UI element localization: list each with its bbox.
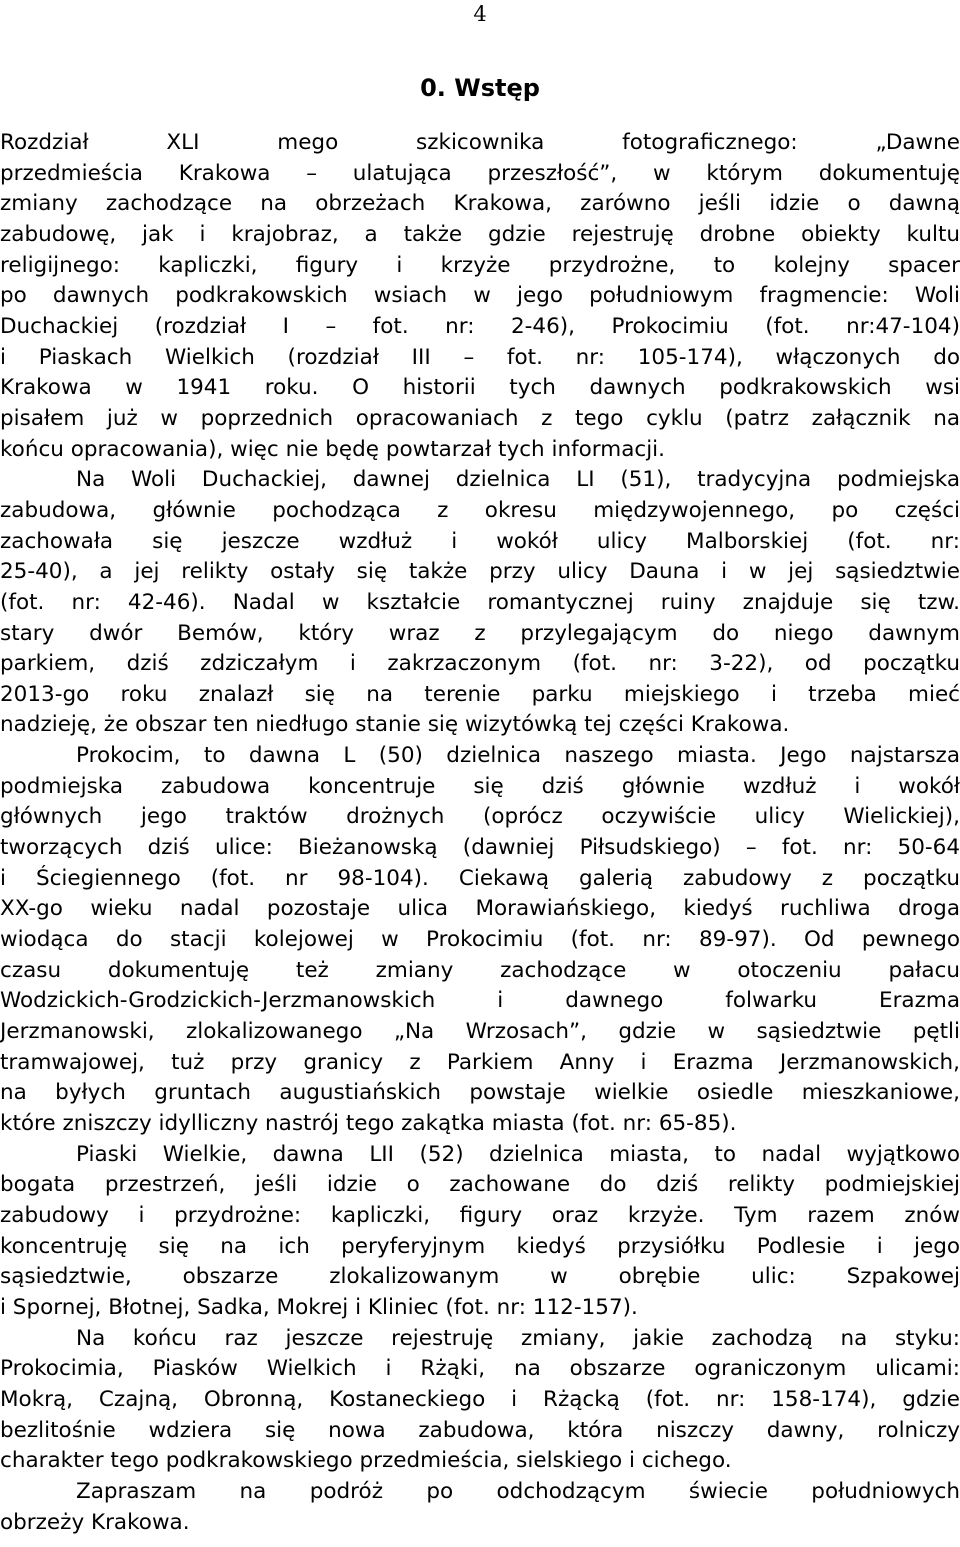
text-line: Mokrą, Czajną, Obronną, Kostaneckiego i Rżącką (fot. nr: 158-174), gdzie [0, 1386, 960, 1412]
text-line: zabudowa, głównie pochodząca z okresu międzywojennego, po części [0, 497, 960, 523]
text-line: Rozdział XLI mego szkicownika fotograficznego: „Dawne [0, 130, 960, 155]
page-number: 4 [473, 2, 487, 26]
text-line: na byłych gruntach augustiańskich powstaje wielkie osiedle mieszkaniowe, [0, 1080, 960, 1106]
text-line: Krakowa w 1941 roku. O historii tych dawnych podkrakowskich wsi [0, 375, 960, 401]
text-line: Jerzmanowski, zlokalizowanego „Na Wrzosach”, gdzie w sąsiedztwie pętli [0, 1019, 960, 1045]
text-line: bogata przestrzeń, jeśli idzie o zachowane do dziś relikty podmiejskiej [0, 1172, 960, 1198]
text-line: (fot. nr: 42-46). Nadal w kształcie romantycznej ruiny znajduje się tzw. [0, 589, 960, 615]
text-line: wiodąca do stacji kolejowej w Prokocimiu (fot. nr: 89-97). Od pewnego [0, 927, 960, 953]
text-line: głównych jego traktów drożnych (oprócz oczywiście ulicy Wielickiej), [0, 804, 960, 830]
text-line: sąsiedztwie, obszarze zlokalizowanym w obrębie ulic: Szpakowej [0, 1264, 960, 1290]
text-line: które zniszczy idylliczny nastrój tego zakątka miasta (fot. nr: 65-85). [0, 1111, 737, 1136]
text-line: religijnego: kapliczki, figury i krzyże przydrożne, to kolejny spacer [0, 252, 960, 278]
text-line: Wodzickich-Grodzickich-Jerzmanowskich i dawnego folwarku Erazma [0, 988, 960, 1014]
text-line: Duchackiej (rozdział I – fot. nr: 2-46), Prokocimiu (fot. nr:47-104) [0, 313, 960, 339]
page-title: 0. Wstęp [420, 74, 540, 102]
text-line: 25-40), a jej relikty ostały się także przy ulicy Dauna i w jej sąsiedztwie [0, 559, 960, 585]
text-line: Prokocim, to dawna L (50) dzielnica naszego miasta. Jego najstarsza [76, 743, 960, 769]
paragraph [0, 128, 960, 465]
text-line: 2013-go roku znalazł się na terenie parku miejskiego i trzeba mieć [0, 681, 960, 707]
text-line: Prokocimia, Piasków Wielkich i Rżąki, na obszarze ograniczonym ulicami: [0, 1356, 960, 1382]
text-line: Piaski Wielkie, dawna LII (52) dzielnica miasta, to nadal wyjątkowo [76, 1141, 960, 1167]
text-line: zmiany zachodzące na obrzeżach Krakowa, zarówno jeśli idzie o dawną [0, 191, 960, 217]
text-line: Na Woli Duchackiej, dawnej dzielnica LI (51), tradycyjna podmiejska [76, 467, 960, 493]
paragraph [0, 465, 960, 741]
text-line: Na końcu raz jeszcze rejestruję zmiany, jakie zachodzą na styku: [76, 1325, 960, 1351]
text-line: stary dwór Bemów, który wraz z przylegającym do niego dawnym [0, 620, 960, 646]
text-line: pisałem już w poprzednich opracowaniach z tego cyklu (patrz załącznik na [0, 405, 960, 431]
paragraph [0, 1324, 960, 1477]
text-line: końcu opracowania), więc nie będę powtarzał tych informacji. [0, 436, 665, 462]
text-line: tramwajowej, tuż przy granicy z Parkiem Anny i Erazma Jerzmanowskich, [0, 1049, 960, 1075]
text-line: i Piaskach Wielkich (rozdział III – fot. nr: 105-174), włączonych do [0, 344, 960, 370]
text-line: podmiejska zabudowa koncentruje się dziś głównie wzdłuż i wokół [0, 773, 960, 799]
text-line: koncentruję się na ich peryferyjnym kiedyś przysiółku Podlesie i jego [0, 1233, 960, 1259]
text-line: bezlitośnie wdziera się nowa zabudowa, która niszczy dawny, rolniczy [0, 1417, 960, 1443]
text-line: tworzących dziś ulice: Bieżanowską (dawniej Piłsudskiego) – fot. nr: 50-64 [0, 835, 960, 861]
text-line: XX-go wieku nadal pozostaje ulica Morawiańskiego, kiedyś ruchliwa droga [0, 896, 960, 922]
paragraph [0, 741, 960, 1140]
text-line: charakter tego podkrakowskiego przedmieścia, sielskiego i cichego. [0, 1448, 732, 1474]
text-line: Zapraszam na podróż po odchodzącym świecie południowych [76, 1478, 960, 1504]
text-line: i Spornej, Błotnej, Sadka, Mokrej i Kliniec (fot. nr: 112-157). [0, 1294, 638, 1320]
text-line: i Ściegiennego (fot. nr 98-104). Ciekawą galerią zabudowy z początku [0, 865, 960, 891]
paragraph [0, 1477, 960, 1538]
text-line: zabudowę, jak i krajobraz, a także gdzie rejestruję drobne obiekty kultu [0, 221, 960, 247]
document-body [0, 128, 960, 1538]
text-line: po dawnych podkrakowskich wsiach w jego południowym fragmencie: Woli [0, 283, 960, 309]
text-line: zachowała się jeszcze wzdłuż i wokół ulicy Malborskiej (fot. nr: [0, 528, 960, 554]
text-line: nadzieję, że obszar ten niedługo stanie się wizytówką tej części Krakowa. [0, 712, 790, 738]
paragraph [0, 1140, 960, 1324]
text-line: zabudowy i przydrożne: kapliczki, figury oraz krzyże. Tym razem znów [0, 1202, 960, 1228]
text-line: parkiem, dziś zdziczałym i zakrzaczonym (fot. nr: 3-22), od początku [0, 651, 960, 677]
text-line: obrzeży Krakowa. [0, 1509, 190, 1535]
text-line: przedmieścia Krakowa – ulatująca przeszłość”, w którym dokumentuję [0, 160, 960, 186]
text-line: czasu dokumentuję też zmiany zachodzące w otoczeniu pałacu [0, 957, 960, 983]
